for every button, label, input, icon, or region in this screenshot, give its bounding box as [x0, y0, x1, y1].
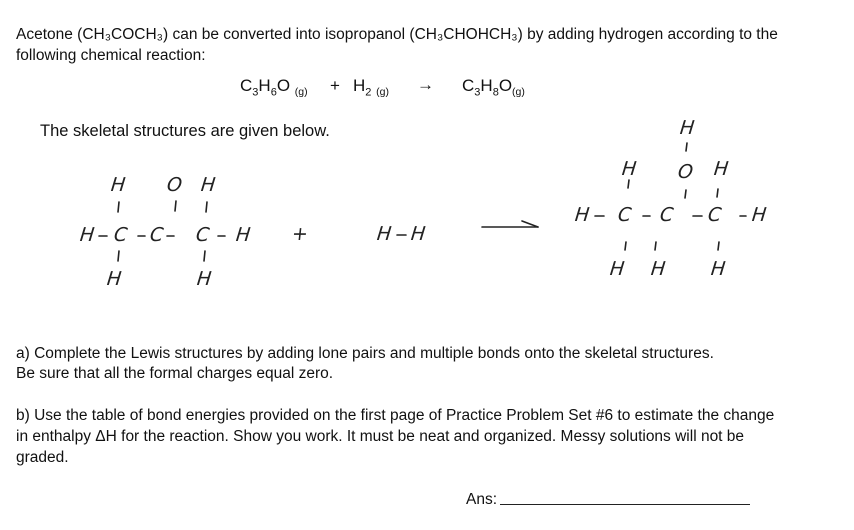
hydrogen-h-right: H [409, 223, 427, 245]
reactant-hydrogen-formula: $H_2$ $_{(g)}$ [353, 76, 389, 99]
acetone-h-right: H [234, 224, 252, 246]
acetone-bottom-h-right: H [195, 268, 213, 290]
intro-line-1: Acetone (CH₃COCH₃) can be converted into isopropanol (CH₃CHOHCH₃) by adding hydrogen according to the [16, 26, 778, 43]
isopropanol-oxygen: O [676, 161, 695, 183]
isopropanol-carbon-2: C [658, 204, 675, 226]
acetone-h-left: H [78, 224, 96, 246]
isopropanol-top-h-left: H [620, 158, 638, 180]
part-b-line-2: in enthalpy ΔH for the reaction. Show you work. It must be neat and organized. Messy solutions will not be [16, 428, 745, 445]
isopropanol-carbon-1: C [616, 204, 633, 226]
acetone-top-h-right: H [199, 174, 217, 196]
part-b-line-1: b) Use the table of bond energies provided on the first page of Practice Problem Set #6 to estimate the change [16, 407, 775, 424]
answer-label: Ans: [466, 491, 498, 508]
isopropanol-top-h-right: H [712, 158, 730, 180]
equation-plus: + [330, 76, 340, 95]
isopropanol-carbon-3: C [706, 204, 723, 226]
isopropanol-bottom-h-2: H [649, 258, 667, 280]
reaction-arrow: → [417, 75, 434, 94]
acetone-carbon-1: C [112, 224, 129, 246]
answer-line[interactable] [500, 504, 750, 505]
product-isopropanol-formula: $C_3H_8O_{(g)}$ [462, 76, 525, 99]
acetone-top-h-left: H [109, 174, 127, 196]
acetone-oxygen: O [165, 174, 184, 196]
isopropanol-h-left: H [573, 204, 591, 226]
part-a-line-2: Be sure that all the formal charges equal zero. [16, 365, 334, 382]
part-b-line-3: graded. [16, 449, 69, 466]
isopropanol-bottom-h-1: H [608, 258, 626, 280]
part-a-line-1: a) Complete the Lewis structures by adding lone pairs and multiple bonds onto the skeletal structures. [16, 345, 714, 362]
acetone-carbon-3: C [194, 224, 211, 246]
hydrogen-h-left: H [375, 223, 393, 245]
isopropanol-bottom-h-3: H [709, 258, 727, 280]
structures-plus: + [290, 223, 310, 245]
reactant-acetone-formula: $C_3H_6O$ $_{(g)}$ [240, 76, 308, 99]
skeletal-structures-label: The skeletal structures are given below. [40, 122, 330, 140]
acetone-bottom-h-left: H [105, 268, 123, 290]
isopropanol-h-right: H [750, 204, 768, 226]
isopropanol-hydroxyl-h: H [678, 117, 696, 139]
intro-line-2: following chemical reaction: [16, 47, 206, 64]
acetone-carbon-2: C [148, 224, 165, 246]
